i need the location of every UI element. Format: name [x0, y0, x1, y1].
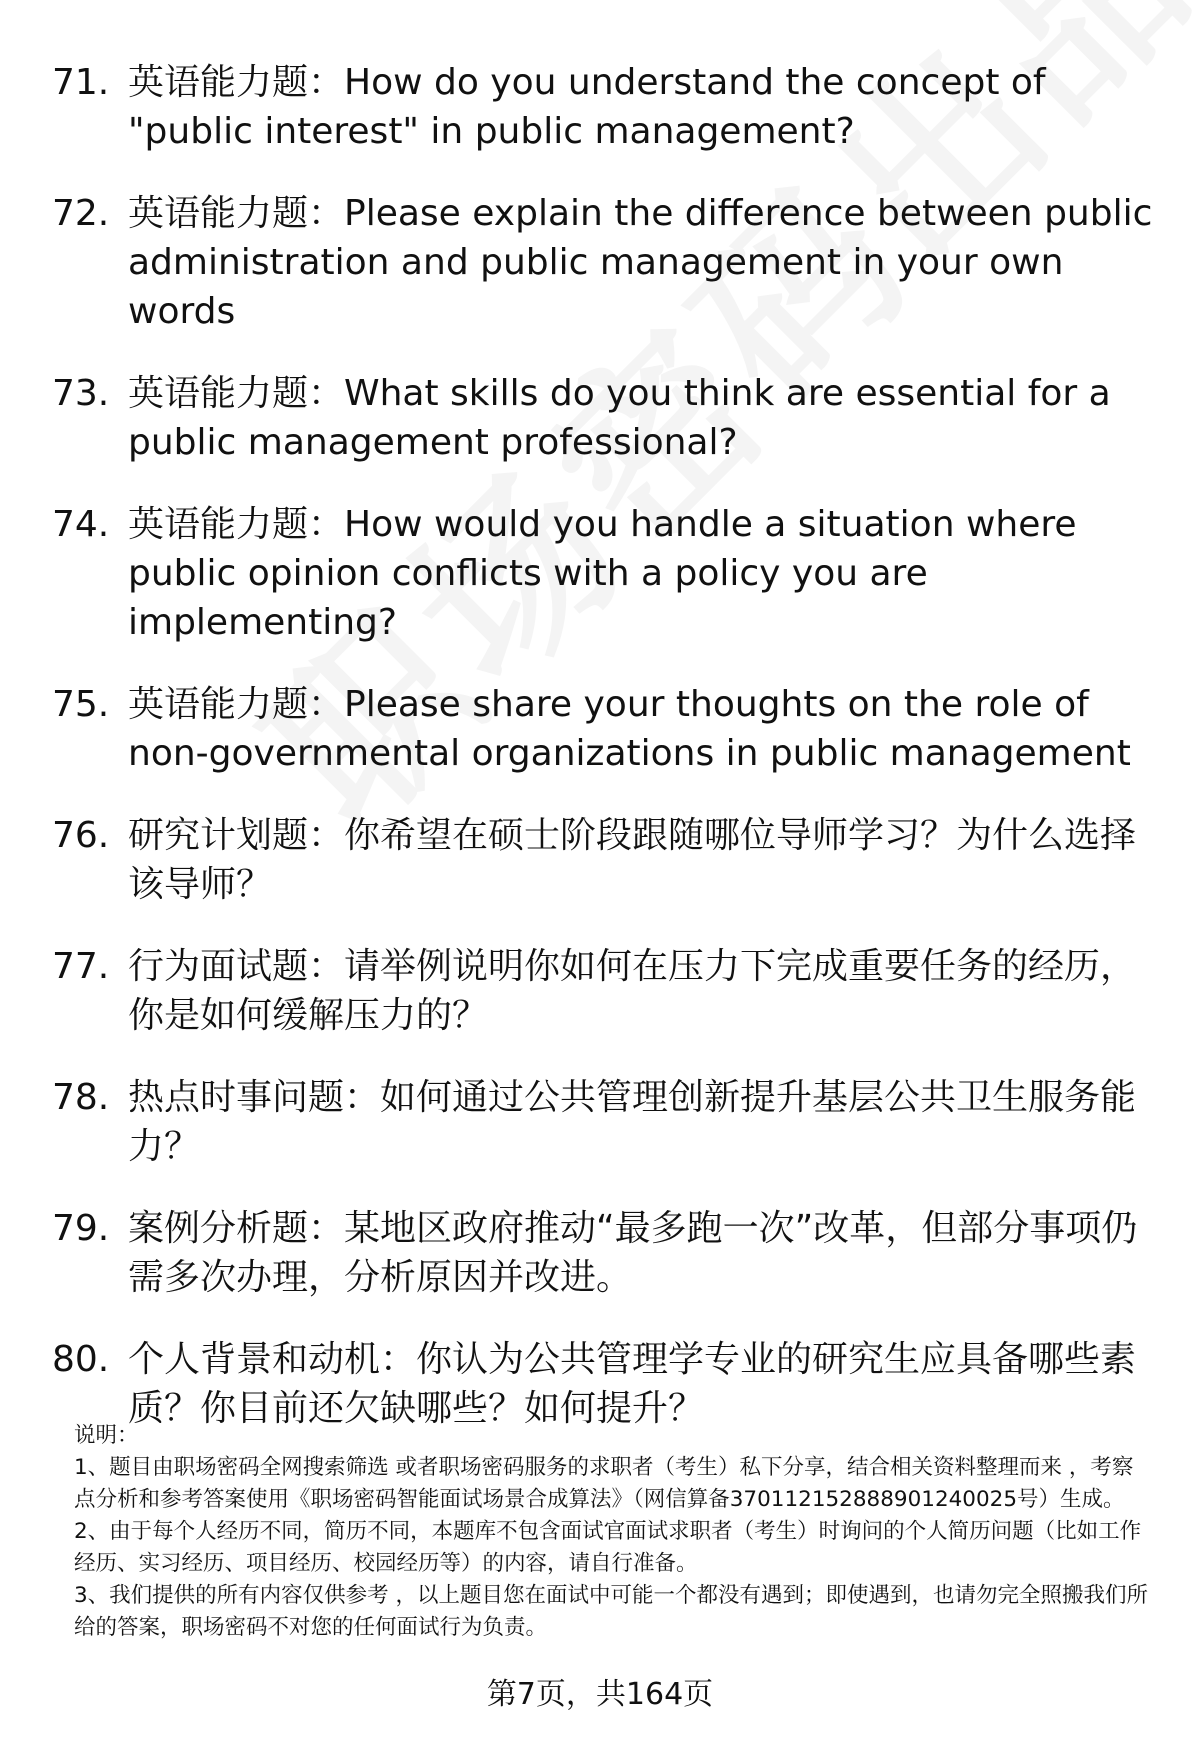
question-number: 75.	[52, 684, 110, 725]
question-text: 案例分析题：某地区政府推动“最多跑一次”改革，但部分事项仍需多次办理，分析原因并改进。	[128, 1208, 1138, 1298]
notes-section	[74, 1420, 1154, 1644]
question-item	[52, 811, 1162, 909]
question-number: 77.	[52, 946, 110, 987]
question-text: 行为面试题：请举例说明你如何在压力下完成重要任务的经历，你是如何缓解压力的？	[128, 946, 1137, 1036]
question-number: 73.	[52, 373, 110, 414]
question-text: 个人背景和动机：你认为公共管理学专业的研究生应具备哪些素质？你目前还欠缺哪些？如何提升？	[128, 1339, 1137, 1429]
question-item	[52, 369, 1162, 467]
question-text: 研究计划题：你希望在硕士阶段跟随哪位导师学习？为什么选择该导师？	[128, 815, 1137, 905]
question-text: 英语能力题：Please explain the difference between public administration and public management in your own words	[128, 193, 1153, 332]
question-number: 78.	[52, 1077, 110, 1118]
question-item	[52, 680, 1162, 778]
question-number: 74.	[52, 504, 110, 545]
question-item	[52, 58, 1162, 156]
question-item	[52, 1073, 1162, 1171]
question-text: 英语能力题：Please share your thoughts on the role of non-governmental organizations in public management	[128, 684, 1131, 774]
question-item	[52, 1335, 1162, 1433]
question-item	[52, 189, 1162, 336]
question-item	[52, 942, 1162, 1040]
note-item: 1、题目由职场密码全网搜索筛选 或者职场密码服务的求职者（考生）私下分享，结合相关资料整理而来 ，考察点分析和参考答案使用《职场密码智能面试场景合成算法》（网信算备370112152888901240025号）生成。	[74, 1455, 1134, 1512]
question-text: 英语能力题：How do you understand the concept of "public interest" in public management?	[128, 62, 1046, 152]
note-item: 3、我们提供的所有内容仅供参考 ，以上题目您在面试中可能一个都没有遇到；即使遇到，也请勿完全照搬我们所给的答案，职场密码不对您的任何面试行为负责。	[74, 1583, 1149, 1640]
question-number: 76.	[52, 815, 110, 856]
question-item	[52, 1204, 1162, 1302]
question-number: 72.	[52, 193, 110, 234]
question-number: 71.	[52, 62, 110, 103]
question-list	[52, 58, 1162, 1433]
note-item: 2、由于每个人经历不同，简历不同，本题库不包含面试官面试求职者（考生）时询问的个人简历问题（比如工作经历、实习经历、项目经历、校园经历等）的内容，请自行准备。	[74, 1519, 1142, 1576]
question-text: 英语能力题：What skills do you think are essential for a public management professional?	[128, 373, 1111, 463]
question-number: 79.	[52, 1208, 110, 1249]
question-text: 热点时事问题：如何通过公共管理创新提升基层公共卫生服务能力？	[128, 1077, 1137, 1167]
question-item	[52, 500, 1162, 647]
notes-heading: 说明：	[74, 1423, 139, 1448]
question-text: 英语能力题：How would you handle a situation where public opinion conflicts with a policy you are implementing?	[128, 504, 1077, 643]
page-number-footer: 第7页，共164页	[486, 1677, 714, 1712]
question-number: 80.	[52, 1339, 110, 1380]
